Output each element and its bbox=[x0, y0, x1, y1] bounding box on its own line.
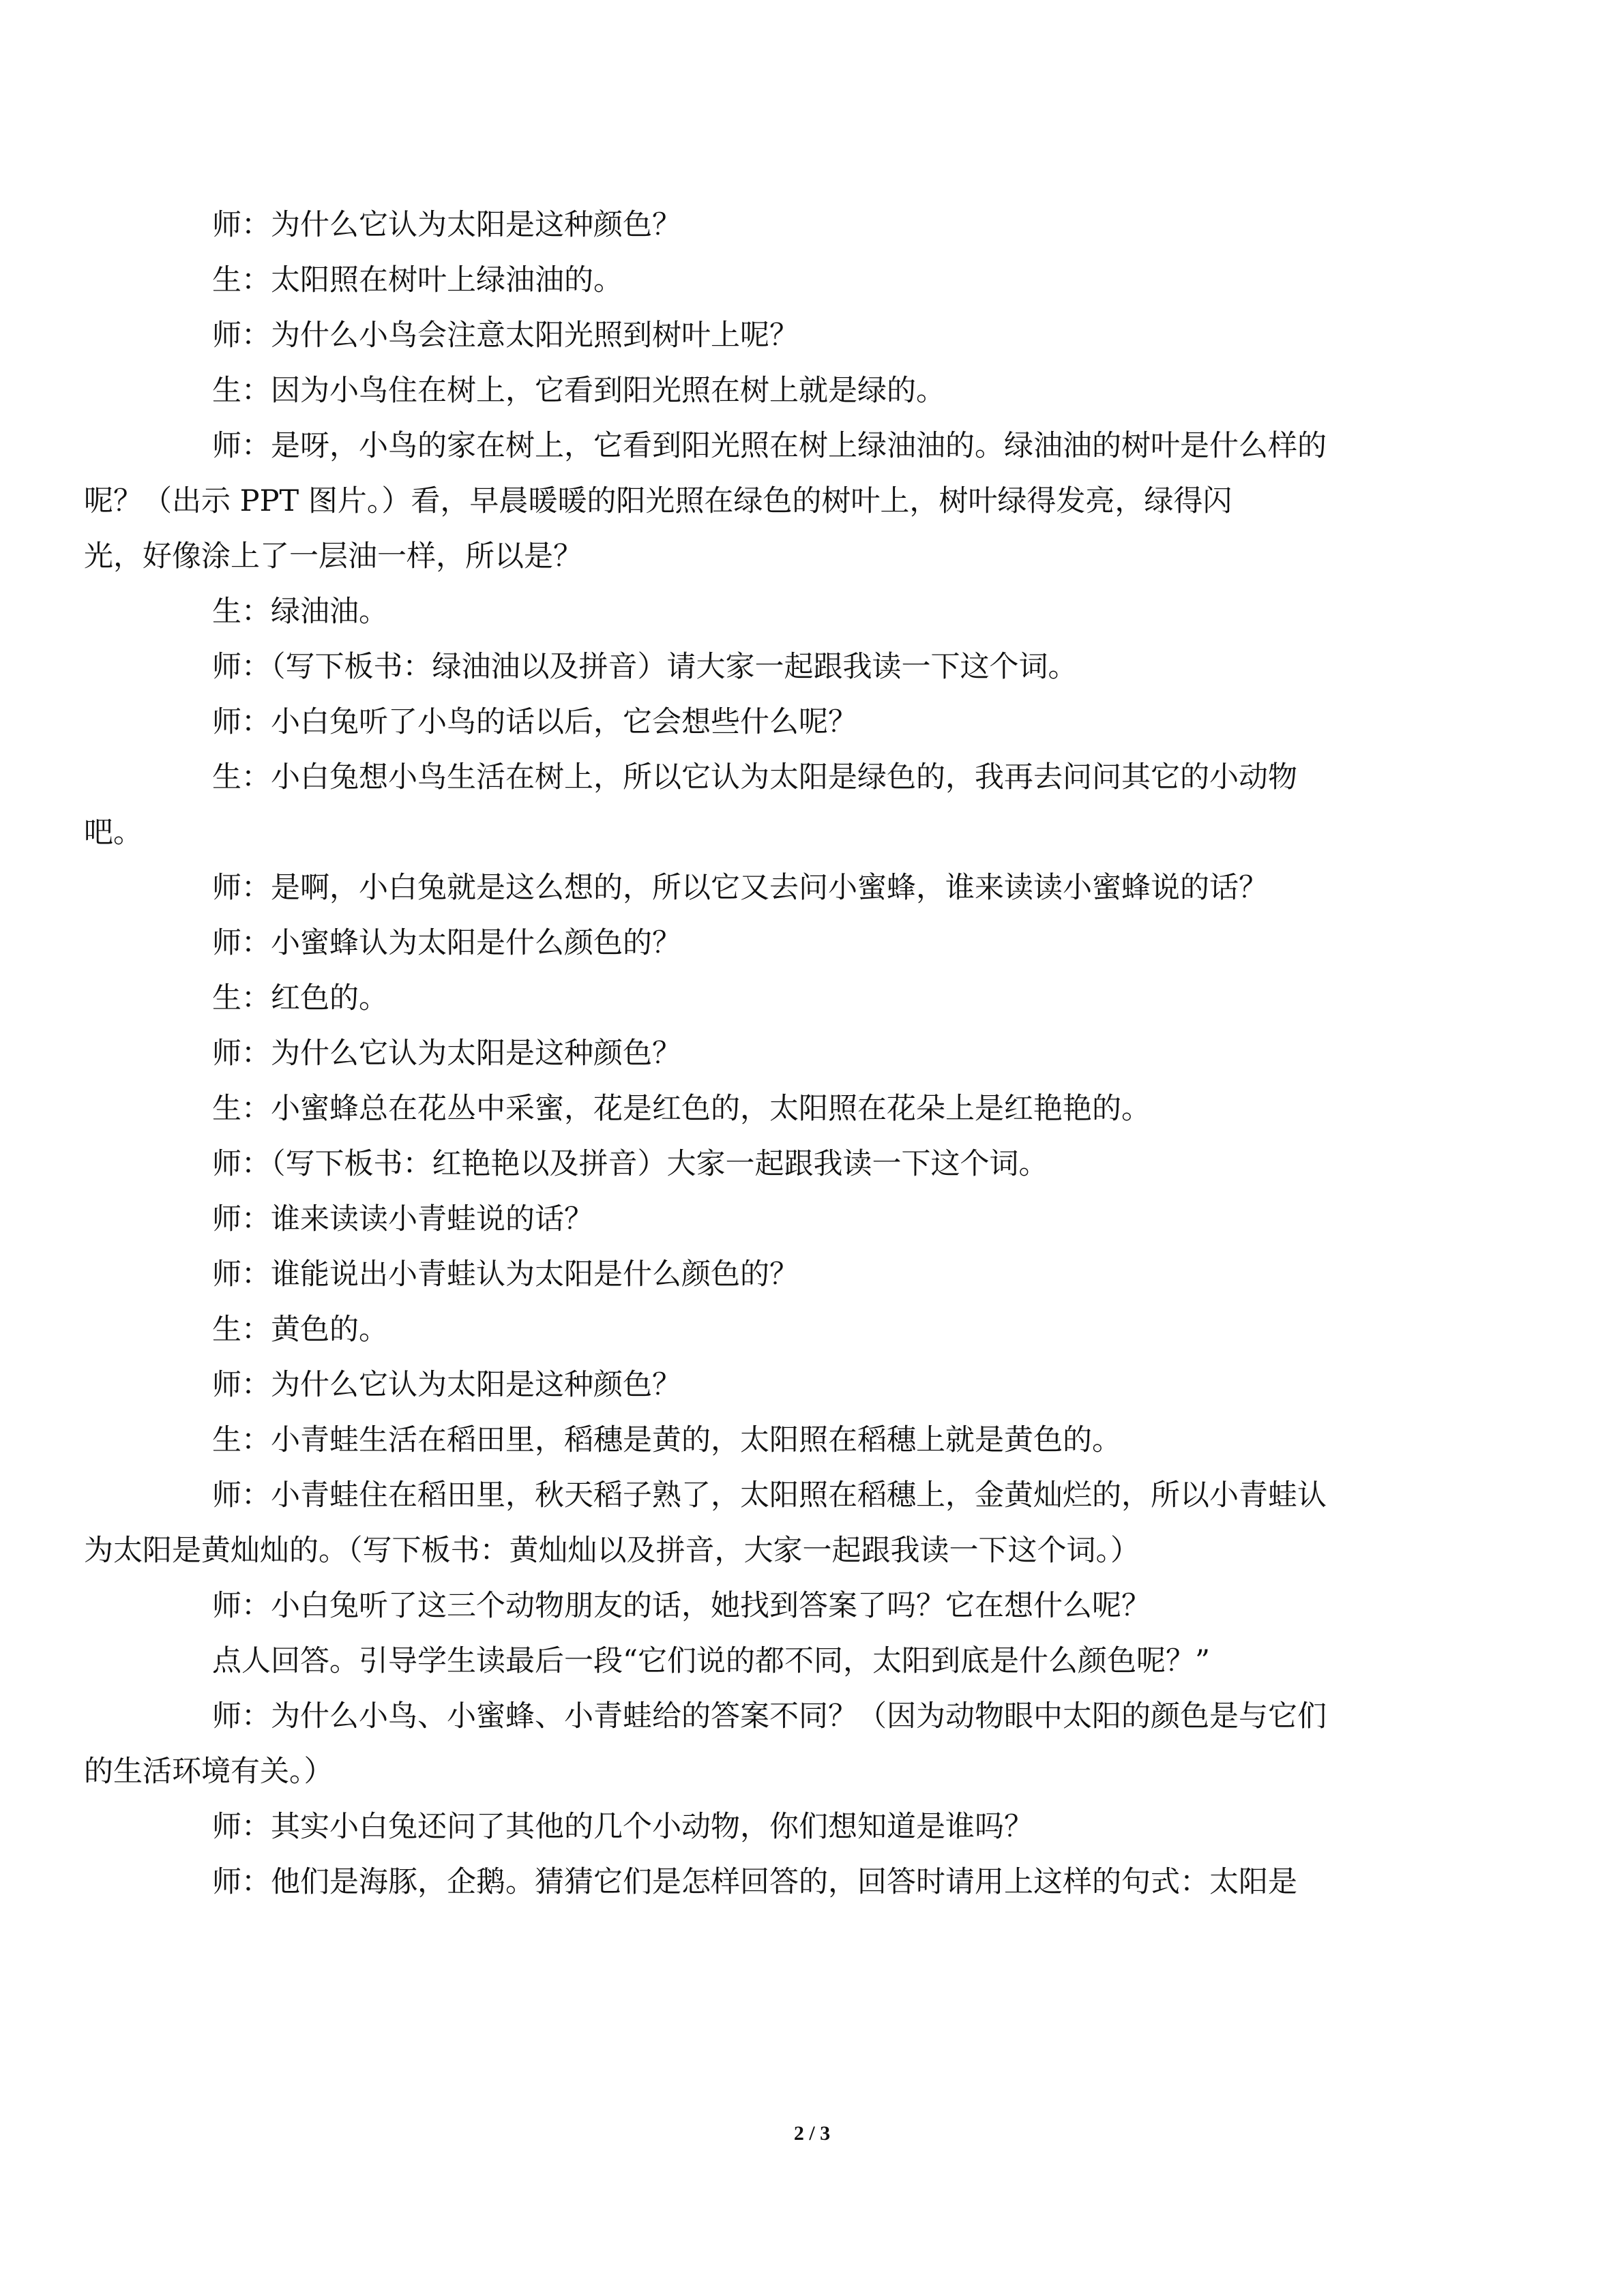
transcript-line: 师：是啊，小白兔就是这么想的，所以它又去问小蜜蜂，谁来读读小蜜蜂说的话？ bbox=[212, 871, 1268, 905]
transcript-line: 生：红色的。 bbox=[212, 981, 388, 1015]
transcript-line: 师：小蜜蜂认为太阳是什么颜色的？ bbox=[212, 926, 681, 960]
transcript-line: 呢？（出示 PPT 图片。）看，早晨暖暖的阳光照在绿色的树叶上，树叶绿得发亮，绿得闪 bbox=[84, 484, 1232, 518]
transcript-paragraph bbox=[148, 253, 1444, 308]
transcript-line: 师：他们是海豚，企鹅。猜猜它们是怎样回答的，回答时请用上这样的句式：太阳是 bbox=[212, 1865, 1297, 1899]
transcript-paragraph bbox=[148, 916, 1444, 971]
transcript-paragraph bbox=[148, 1579, 1444, 1634]
transcript-paragraph bbox=[148, 640, 1444, 695]
transcript-line: 师：其实小白兔还问了其他的几个小动物，你们想知道是谁吗？ bbox=[212, 1810, 1033, 1844]
transcript-line: 师：为什么它认为太阳是这种颜色？ bbox=[212, 1037, 681, 1071]
page-number: 2 / 3 bbox=[793, 2122, 831, 2145]
transcript-line: 生：小青蛙生活在稻田里，稻穗是黄的，太阳照在稻穗上就是黄色的。 bbox=[212, 1423, 1121, 1457]
transcript-paragraph bbox=[148, 1026, 1444, 1082]
transcript-paragraph bbox=[148, 971, 1444, 1026]
transcript-line: 生：因为小鸟住在树上，它看到阳光照在树上就是绿的。 bbox=[212, 374, 945, 408]
transcript-paragraph bbox=[148, 695, 1444, 750]
transcript-line: 师：小青蛙住在稻田里，秋天稻子熟了，太阳照在稻穗上，金黄灿烂的，所以小青蛙认 bbox=[212, 1478, 1327, 1512]
transcript-line: 生：小白兔想小鸟生活在树上，所以它认为太阳是绿色的，我再去问问其它的小动物 bbox=[212, 760, 1297, 794]
transcript-paragraph bbox=[148, 1358, 1444, 1413]
transcript-paragraph bbox=[84, 1468, 1444, 1579]
transcript-line: 师：谁能说出小青蛙认为太阳是什么颜色的？ bbox=[212, 1257, 799, 1292]
transcript-paragraph bbox=[84, 1689, 1444, 1800]
transcript-paragraph bbox=[148, 1413, 1444, 1468]
transcript-line: 光，好像涂上了一层油一样，所以是？ bbox=[84, 539, 582, 573]
transcript-paragraph bbox=[148, 1302, 1444, 1358]
transcript-paragraph bbox=[148, 1082, 1444, 1137]
transcript-line: 生：小蜜蜂总在花丛中采蜜，花是红色的，太阳照在花朵上是红艳艳的。 bbox=[212, 1092, 1151, 1126]
transcript-line: 师：小白兔听了这三个动物朋友的话，她找到答案了吗？它在想什么呢？ bbox=[212, 1589, 1151, 1623]
transcript-paragraph bbox=[148, 1137, 1444, 1192]
transcript-line: 点人回答。引导学生读最后一段“它们说的都不同，太阳到底是什么颜色呢？” bbox=[212, 1644, 1210, 1678]
transcript-line: 的生活环境有关。） bbox=[84, 1755, 334, 1789]
transcript-paragraph bbox=[84, 419, 1444, 584]
transcript-line: 生：太阳照在树叶上绿油油的。 bbox=[212, 263, 623, 297]
transcript-line: 师：为什么小鸟、小蜜蜂、小青蛙给的答案不同？（因为动物眼中太阳的颜色是与它们 bbox=[212, 1699, 1327, 1733]
transcript-line: 师：为什么它认为太阳是这种颜色？ bbox=[212, 208, 681, 242]
transcript-paragraph bbox=[148, 1800, 1444, 1855]
transcript-line: 为太阳是黄灿灿的。（写下板书：黄灿灿以及拼音，大家一起跟我读一下这个词。） bbox=[84, 1534, 1140, 1568]
transcript-paragraph bbox=[148, 861, 1444, 916]
transcript-line: 师：是呀，小鸟的家在树上，它看到阳光照在树上绿油油的。绿油油的树叶是什么样的 bbox=[212, 429, 1327, 463]
transcript-line: 师：为什么它认为太阳是这种颜色？ bbox=[212, 1368, 681, 1402]
transcript-line: 生：黄色的。 bbox=[212, 1313, 388, 1347]
transcript-line: 吧。 bbox=[84, 816, 143, 850]
transcript-line: 师：为什么小鸟会注意太阳光照到树叶上呢？ bbox=[212, 318, 799, 353]
transcript-paragraph bbox=[148, 1634, 1444, 1689]
transcript-paragraph bbox=[148, 1855, 1444, 1910]
transcript-line: 师：小白兔听了小鸟的话以后，它会想些什么呢？ bbox=[212, 705, 857, 739]
transcript-paragraph bbox=[148, 198, 1444, 253]
transcript-paragraph bbox=[148, 1247, 1444, 1302]
transcript-line: 生：绿油油。 bbox=[212, 595, 388, 629]
transcript-paragraph bbox=[148, 1192, 1444, 1247]
transcript-paragraph bbox=[148, 363, 1444, 419]
transcript-line: 师：（写下板书：绿油油以及拼音）请大家一起跟我读一下这个词。 bbox=[212, 650, 1078, 684]
transcript-paragraph bbox=[148, 584, 1444, 640]
transcript-paragraph bbox=[84, 750, 1444, 861]
transcript-line: 师：（写下板书：红艳艳以及拼音）大家一起跟我读一下这个词。 bbox=[212, 1147, 1048, 1181]
transcript-line: 师：谁来读读小青蛙说的话？ bbox=[212, 1202, 593, 1236]
lesson-transcript bbox=[84, 198, 1444, 1910]
transcript-paragraph bbox=[148, 308, 1444, 363]
